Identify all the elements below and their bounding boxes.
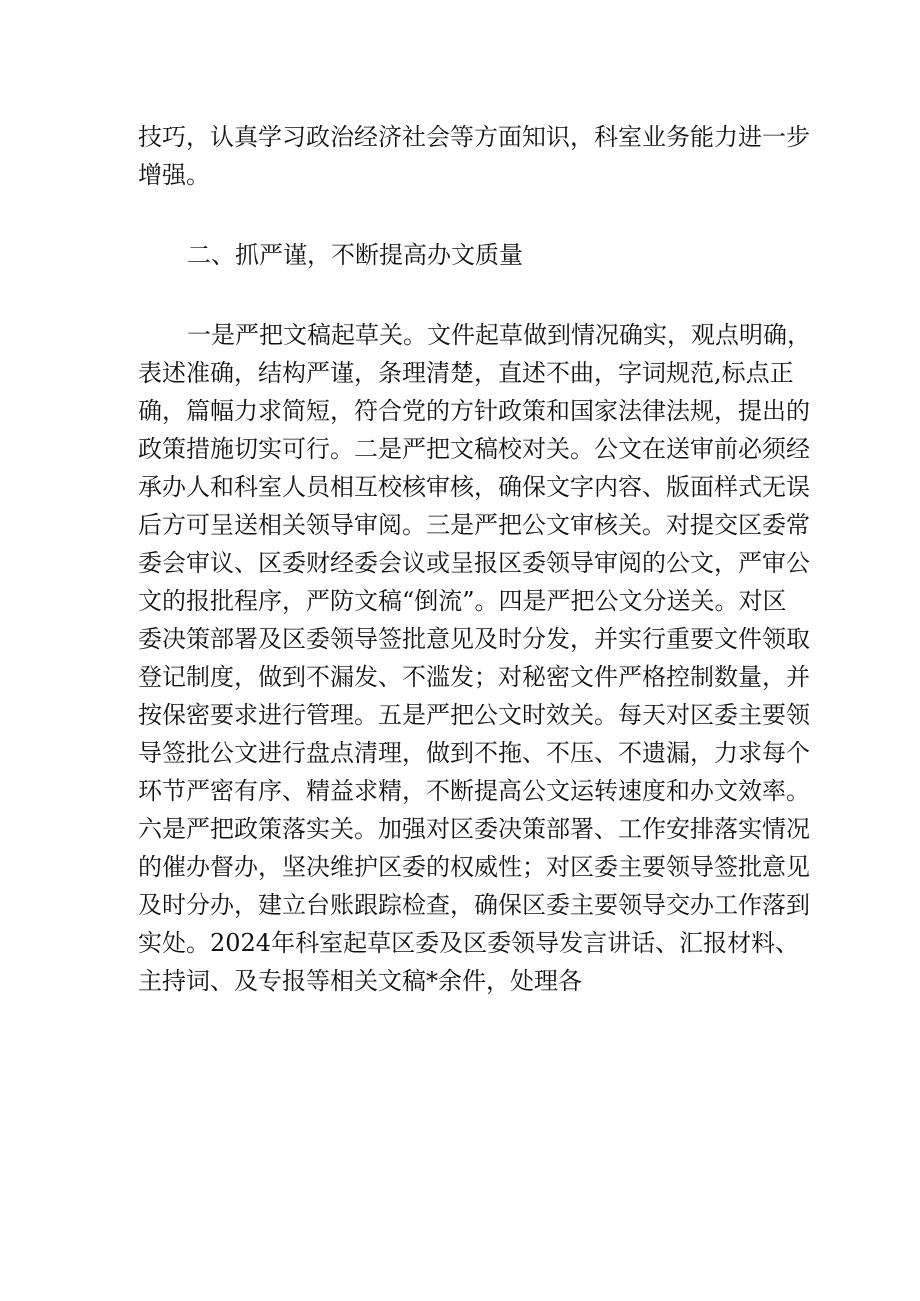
paragraph-line: 确，篇幅力求简短，符合党的方针政策和国家法律法规，提出的: [138, 397, 810, 425]
paragraph-line: 委决策部署及区委领导签批意见及时分发，并实行重要文件领取: [138, 625, 810, 653]
paragraph-line: 六是严把政策落实关。加强对区委决策部署、工作安排落实情况: [138, 815, 810, 843]
document-body: [138, 118, 811, 1000]
paragraph-line: 及时分办，建立台账跟踪检查，确保区委主要领导交办工作落到: [138, 891, 810, 919]
paragraph-line: 登记制度，做到不漏发、不滥发；对秘密文件严格控制数量，并: [138, 663, 810, 691]
paragraph-line: 政策措施切实可行。二是严把文稿校对关。公文在送审前必须经: [138, 435, 810, 463]
paragraph-line: 后方可呈送相关领导审阅。三是严把公文审核关。对提交区委常: [138, 511, 810, 539]
paragraph-line: 一是严把文稿起草关。文件起草做到情况确实，观点明确，: [187, 321, 811, 349]
paragraph-line: 承办人和科室人员相互校核审核，确保文字内容、版面样式无误: [138, 473, 810, 501]
paragraph-line: 文的报批程序，严防文稿“倒流”。四是严把公文分送关。对区: [138, 587, 787, 615]
paragraph-line: 导签批公文进行盘点清理，做到不拖、不压、不遗漏，力求每个: [138, 739, 810, 767]
paragraph-line: 技巧，认真学习政治经济社会等方面知识，科室业务能力进一步: [138, 123, 810, 151]
paragraph-line: 表述准确，结构严谨，条理清楚，直述不曲，字词规范,标点正: [138, 359, 794, 387]
paragraph-line: 实处。2024年科室起草区委及区委领导发言讲话、汇报材料、: [138, 929, 800, 957]
paragraph-line: 委会审议、区委财经委会议或呈报区委领导审阅的公文，严审公: [138, 549, 810, 577]
paragraph-line: 增强。: [138, 161, 210, 189]
paragraph-line: 的催办督办，坚决维护区委的权威性；对区委主要领导签批意见: [138, 853, 810, 881]
section-heading: 二、抓严谨，不断提高办文质量: [187, 241, 523, 269]
paragraph-line: 环节严密有序、精益求精，不断提高公文运转速度和办文效率。: [138, 777, 810, 805]
paragraph-line: 按保密要求进行管理。五是严把公文时效关。每天对区委主要领: [138, 701, 810, 729]
paragraph-line: 主持词、及专报等相关文稿*余件，处理各: [138, 967, 582, 995]
